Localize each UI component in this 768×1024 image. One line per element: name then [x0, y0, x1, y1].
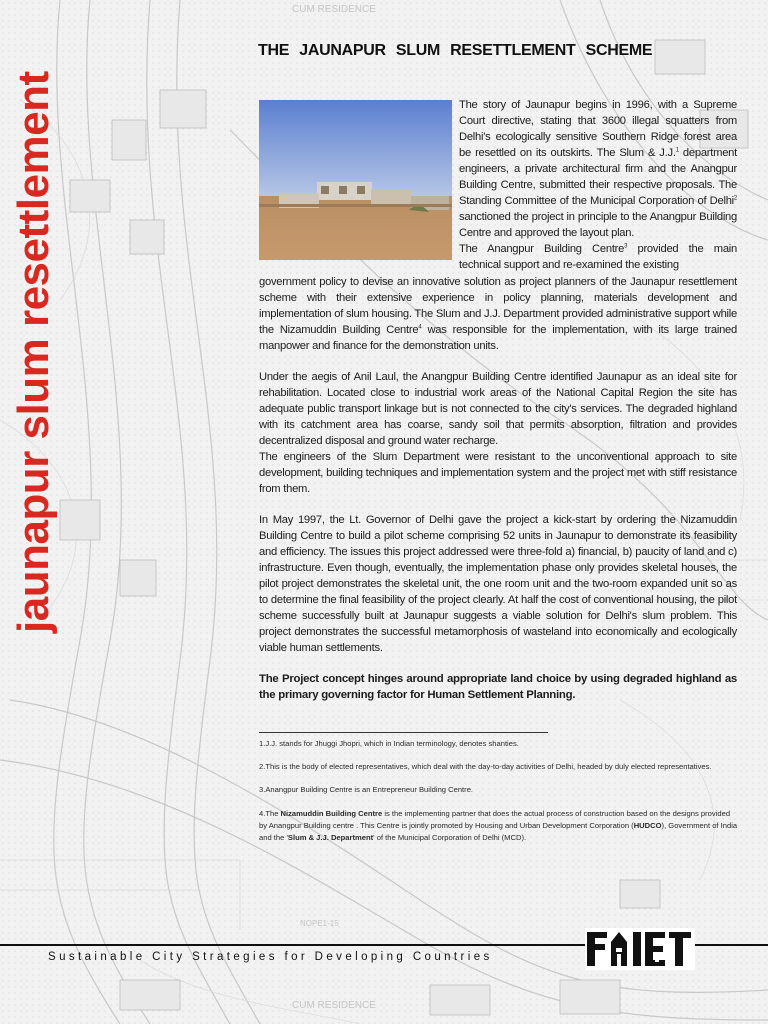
footnote-4: 4.The Nizamuddin Building Centre is the implementing partner that does the actual process of construction based on the designs provided by Anangpur Building centre . This Centre is jointly promoted by Housing and Urban Development Corporation (HUDCO), Government of India and the 'Slum & J.J. Department' of the Municipal Corporation of Delhi (MCD).: [259, 808, 738, 843]
footer-tagline: Sustainable City Strategies for Developing Countries: [48, 951, 493, 963]
body-text: [259, 274, 737, 703]
paragraph-2: government policy to devise an innovative solution as project planners of the Jaunapur resettlement scheme with their extensive experience in policy planning, materials development and implementation of slum housing. The Slum and J.J. Department provided administrative support while the Nizamuddin Building Centre$^4$ was responsible for the implementation, with its large trained manpower and finance for the demonstration units.: [259, 276, 737, 352]
footnote-divider: [259, 732, 548, 733]
key-statement: The Project concept hinges around appropriate land choice by using degraded highland as the primary governing factor for Human Settlement Planning.: [259, 673, 737, 701]
intro-paragraph: The story of Jaunapur begins in 1996, with a Supreme Court directive, stating that 3600 illegal squatters from Delhi's ecologically sensitive Southern Ridge forest area be resettled on its outskirts. The Slum & J.J.$^1$ department engineers, a private architectural firm and the Anangpur Building Centre, submitted their respective proposals. The Standing Committee of the Municipal Corporation of Delhi$^2$ sanctioned the project in principle to the Anangpur Building Centre and approved the layout plan. The Anangpur Building Centre$^3$ provided the main technical support and re-examined the existing: [459, 99, 737, 271]
footnote-1: 1.J.J. stands for Jhuggi Jhopri, which in Indian terminology, denotes shanties.: [259, 739, 519, 748]
footnote-3: 3.Anangpur Building Centre is an Entrepreneur Building Centre.: [259, 785, 474, 795]
map-label-plot: NOPE1-15: [300, 919, 339, 928]
paragraph-5: In May 1997, the Lt. Governor of Delhi gave the project a kick-start by ordering the Nizamuddin Building Centre to build a pilot scheme comprising 52 units in Jaunapur to demonstrate its feasibility and efficiency. The issues this project addressed were three-fold a) financial, b) paucity of land and c) infrastructure. Even though, eventually, the implementation phase only provides skeletal houses, the pilot project demonstrates the skeletal unit, the one room unit and the two-room expanded unit so as to determine the final feasibility of the project clearly. At half the cost of conventional housing, the pilot scheme successfully built at Jaunapur suggests a viable solution for Delhi's slum problem. This project demonstrates the successful metamorphosis of wasteland into economically and ecologically viable human settlements.: [259, 514, 737, 654]
map-label-bottom: CUM RESIDENCE: [292, 1000, 376, 1011]
paragraph-3: Under the aegis of Anil Laul, the Anangpur Building Centre identified Jaunapur as an ideal site for rehabilitation. Located close to industrial work areas of the National Capital Region the site has adequate public transport linkage but is not connected to the city's services. The degraded highland with its catchment area has coarse, sandy soil that permits absorption, filtration and provides decentralized disposal and ground water recharge.: [259, 371, 737, 447]
footnote-2: 2.This is the body of elected representatives, which deal with the day-to-day activities of Delhi, headed by duly elected representatives.: [259, 762, 712, 772]
paragraph-4: The engineers of the Slum Department were resistant to the unconventional approach to site development, building techniques and implementation system and the project met with stiff resistance from them.: [259, 451, 737, 495]
footnotes: [259, 738, 739, 855]
map-label-top: CUM RESIDENCE: [292, 4, 376, 15]
side-title: jaunapur slum resettlement: [9, 71, 58, 633]
brand-logo: [585, 928, 695, 970]
site-photo: [259, 100, 452, 260]
page-title: THE JAUNAPUR SLUM RESETTLEMENT SCHEME: [258, 42, 653, 59]
